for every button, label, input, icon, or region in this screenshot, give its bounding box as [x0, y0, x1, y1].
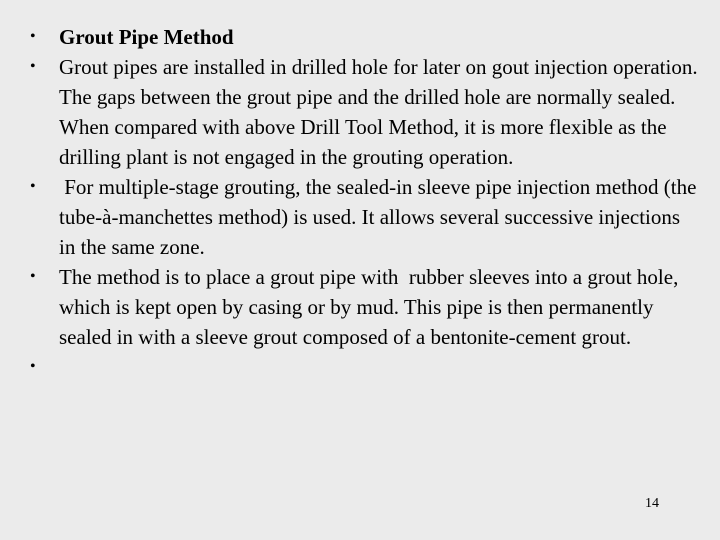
bullet-list	[30, 22, 703, 375]
bullet-item	[30, 52, 703, 172]
bullet-text: The method is to place a grout pipe with rubber sleeves into a grout hole, which is kept open by casing or by mud. This pipe is then permanently sealed in with a sleeve grout composed of a bentonite-cement grout.	[59, 265, 684, 349]
bullet-heading: Grout Pipe Method	[59, 25, 234, 49]
bullet-icon: •	[30, 58, 36, 75]
bullet-icon: •	[30, 178, 36, 195]
bullet-icon: •	[30, 358, 36, 375]
bullet-icon: •	[30, 28, 36, 45]
page-number: 14	[645, 496, 659, 511]
bullet-item	[30, 172, 700, 262]
bullet-text: Grout pipes are installed in drilled hole for later on gout injection operation. The gaps between the grout pipe and the drilled hole are normally sealed. When compared with above Drill Tool Method, it is more flexible as the drilling plant is not engaged in the grouting operation.	[59, 55, 703, 169]
bullet-item	[30, 262, 700, 352]
bullet-text: For multiple-stage grouting, the sealed-in sleeve pipe injection method (the tube-à-manchettes method) is used. It allows several successive injections in the same zone.	[59, 175, 702, 259]
bullet-item	[30, 22, 700, 52]
bullet-icon: •	[30, 268, 36, 285]
